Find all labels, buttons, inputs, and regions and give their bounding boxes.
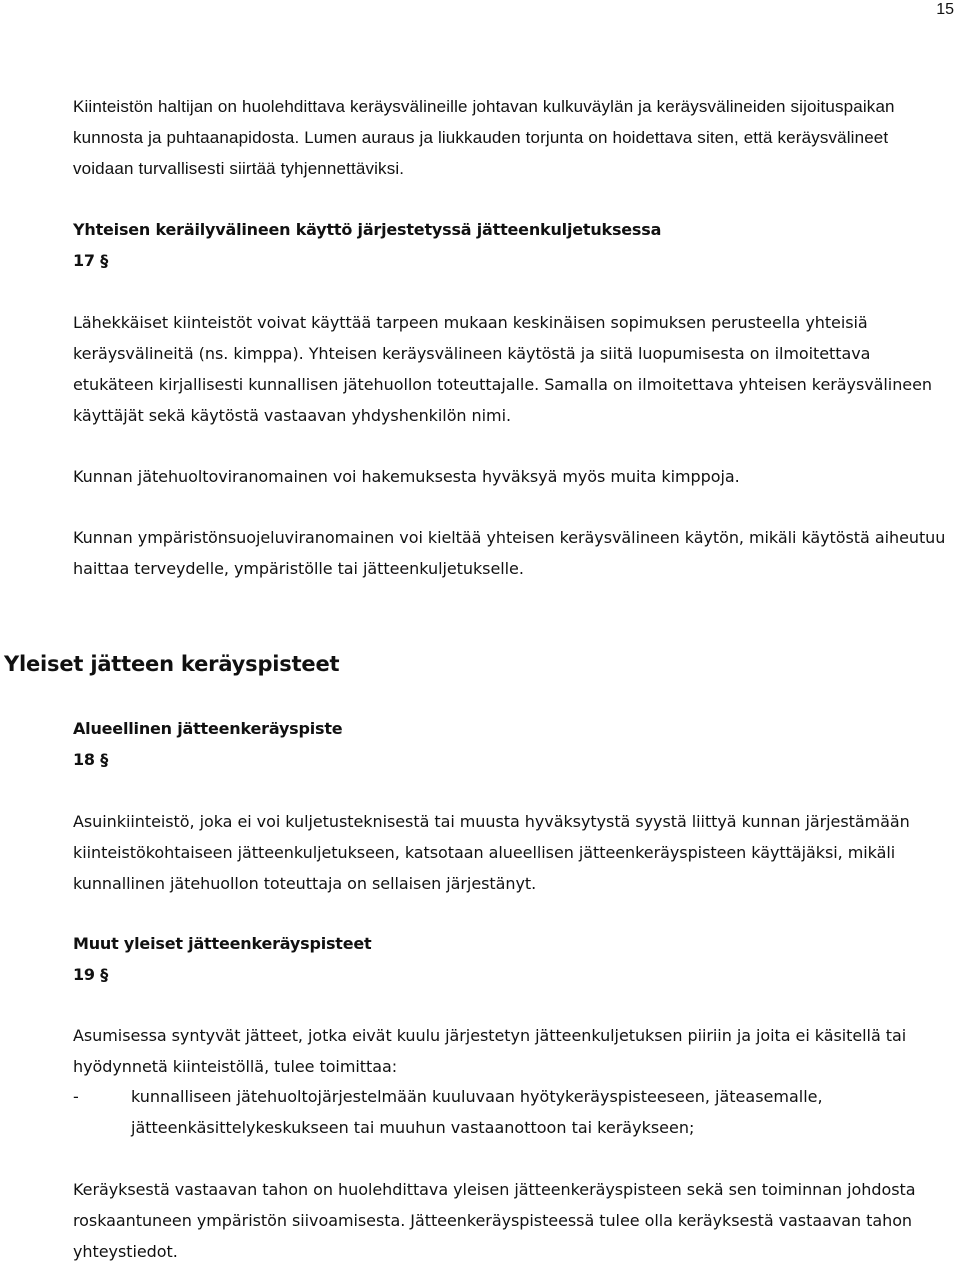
list-item-text: kunnalliseen jätehuoltojärjestelmään kuuluvaan hyötykeräyspisteeseen, jäteasemalle, jätteenkäsittelykeskukseen tai muuhun vastaanottoon tai keräykseen; <box>131 1087 823 1137</box>
main-section-title: Yleiset jätteen keräyspisteet <box>4 652 340 676</box>
section-19-heading: Muut yleiset jätteenkeräyspisteet <box>73 934 372 953</box>
section-18-heading: Alueellinen jätteenkeräyspiste <box>73 719 343 738</box>
section-19-intro: Asumisessa syntyvät jätteet, jotka eivät kuulu järjestetyn jätteenkuljetuksen piiriin ja joita ei käsitellä tai hyödynnetä kiinteistöllä, tulee toimittaa: <box>73 1026 907 1076</box>
section-18-number: 18 § <box>73 750 109 769</box>
section-19-number: 19 § <box>73 965 109 984</box>
section-19-list-item <box>73 1081 953 1143</box>
section-19-closing: Keräyksestä vastaavan tahon on huolehdittava yleisen jätteenkeräyspisteen sekä sen toiminnan johdosta roskaantuneen ympäristön siivoamisesta. Jätteenkeräyspisteessä tulee olla keräyksestä vastaavan tahon yhteystiedot. <box>73 1180 916 1261</box>
section-17-paragraph-1: Lähekkäiset kiinteistöt voivat käyttää tarpeen mukaan keskinäisen sopimuksen perusteella yhteisiä keräysvälineitä (ns. kimppa). Yhteisen keräysvälineen käytöstä ja siitä luopumisesta on ilmoitettava etukäteen kirjallisesti kunnallisen jätehuollon toteuttajalle. Samalla on ilmoitettava yhteisen keräysvälineen käyttäjät sekä käytöstä vastaavan yhdyshenkilön nimi. <box>73 313 932 425</box>
section-17-heading: Yhteisen keräilyvälineen käyttö järjestetyssä jätteenkuljetuksessa <box>73 220 662 239</box>
list-dash: - <box>73 1087 79 1106</box>
page-number: 15 <box>936 1 954 18</box>
intro-paragraph: Kiinteistön haltijan on huolehdittava keräysvälineille johtavan kulkuväylän ja keräysvälineiden sijoituspaikan kunnosta ja puhtaanapidosta. Lumen auraus ja liukkauden torjunta on hoidettava siten, että keräysvälineet voidaan turvallisesti siirtää tyhjennettäviksi. <box>73 97 895 178</box>
section-18-paragraph: Asuinkiinteistö, joka ei voi kuljetusteknisestä tai muusta hyväksytystä syystä liittyä kunnan järjestämään kiinteistökohtaiseen jätteenkuljetukseen, katsotaan alueellisen jätteenkeräyspisteen käyttäjäksi, mikäli kunnallinen jätehuollon toteuttaja on sellaisen järjestänyt. <box>73 812 910 893</box>
section-17-paragraph-2: Kunnan jätehuoltoviranomainen voi hakemuksesta hyväksyä myös muita kimppoja. <box>73 467 740 486</box>
section-17-number: 17 § <box>73 251 109 270</box>
section-17-paragraph-3: Kunnan ympäristönsuojeluviranomainen voi kieltää yhteisen keräysvälineen käytön, mikäli käytöstä aiheutuu haittaa terveydelle, ympäristölle tai jätteenkuljetukselle. <box>73 528 946 578</box>
